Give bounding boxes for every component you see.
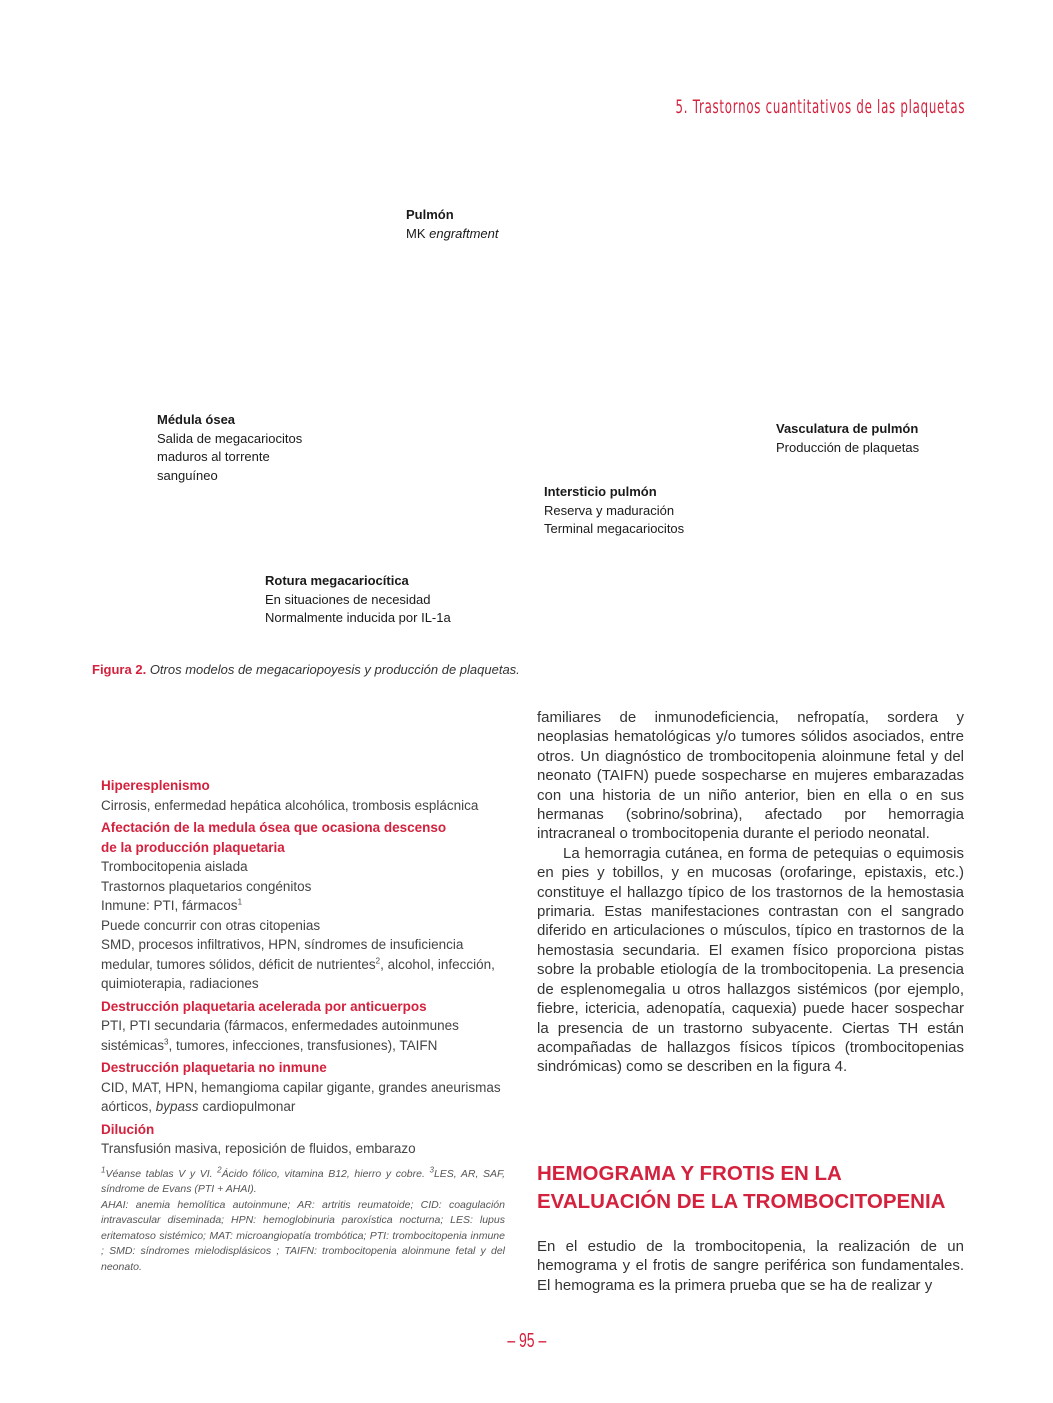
figure-label-medula-osea <box>157 411 302 485</box>
figure-label-line: Reserva y maduración <box>544 502 675 518</box>
category-item: SMD, procesos infiltrativos, HPN, síndromes de insuficiencia medular, tumores sólidos, déficit de nutrientes$^2$, alcohol, infección, quimioterapia, radiaciones <box>101 937 495 991</box>
figure-label-line: En situaciones de necesidad <box>265 591 431 607</box>
body-paragraph: En el estudio de la trombocitopenia, la realización de un hemograma y el frotis de sangre periférica son fundamentales. El hemograma es la primera prueba que se ha de realizar y <box>537 1238 964 1294</box>
category-item: Puede concurrir con otras citopenias <box>101 917 321 933</box>
figure-caption <box>92 662 520 677</box>
section-heading-line: HEMOGRAMA Y FROTIS EN LA <box>537 1162 842 1185</box>
figure-caption-text: Otros modelos de megacariopoyesis y producción de plaquetas. <box>149 662 520 677</box>
running-header: 5. Trastornos cuantitativos de las plaquetas <box>675 96 965 118</box>
category-title-line: Afectación de la medula ósea que ocasiona descenso <box>101 820 447 835</box>
figure-label-title: Rotura megacariocítica <box>265 573 409 588</box>
figure-label-title: Vasculatura de pulmón <box>776 421 919 436</box>
figure-label-line: MK engraftment <box>406 225 499 241</box>
category-title: Destrucción plaquetaria no inmune <box>101 1060 327 1075</box>
figure-label-title: Pulmón <box>406 207 454 222</box>
figure-label-line: Terminal megacariocitos <box>544 521 685 536</box>
figure-label-line: Normalmente inducida por IL-1a <box>265 610 451 625</box>
figure-label-title: Intersticio pulmón <box>544 484 657 499</box>
body-text-column <box>537 708 964 1077</box>
category-title <box>101 818 505 857</box>
figure-label-title: Médula ósea <box>157 412 236 427</box>
category-item: Trastornos plaquetarios congénitos <box>101 878 312 894</box>
category-item: Transfusión masiva, reposición de fluidos, embarazo <box>101 1141 416 1156</box>
category-item: Trombocitopenia aislada <box>101 859 248 874</box>
category-title: Dilución <box>101 1121 155 1137</box>
figure-caption-number: Figura 2. <box>92 662 147 677</box>
page-number-text: – 95 – <box>507 1330 546 1352</box>
category-item: Inmune: PTI, fármacos$^1$ <box>101 897 243 913</box>
section-heading-line: EVALUACIÓN DE LA TROMBOCITOPENIA <box>537 1190 946 1213</box>
page-number <box>0 1330 1053 1353</box>
figure-label-line: Producción de plaquetas <box>776 439 920 455</box>
category-title: Hiperesplenismo <box>101 778 210 793</box>
figure-label-intersticio <box>544 483 684 539</box>
footnote: $^1$Véanse tablas V y VI. $^2$Ácido fólico, vitamina B12, hierro y cobre. $^3$LES, AR, SAF, síndrome de Evans (PTI + AHAI). <box>101 1165 505 1195</box>
figure-label-line: maduros al torrente <box>157 449 270 464</box>
figure-label-vasculatura <box>776 420 919 457</box>
causes-box-footnotes <box>101 1167 505 1276</box>
category-item: CID, MAT, HPN, hemangioma capilar gigante, grandes aneurismas aórticos, bypass cardiopulmonar <box>101 1079 501 1114</box>
figure-label-pulmon <box>406 206 499 243</box>
causes-box <box>101 776 505 1275</box>
footnote: AHAI: anemia hemolítica autoinmune; AR: artritis reumatoide; CID: coagulación intravascular diseminada; HPN: hemoglobinuria paroxística nocturna; LES: lupus eritematoso sistémico; MAT: microangiopatía trombótica; PTI: trombocitopenia inmune ; SMD: síndromes mielodisplásicos ; TAIFN: trombocitopenia aloinmune fetal y del neonato. <box>101 1198 505 1273</box>
body-paragraph: familiares de inmunodeficiencia, nefropatía, sordera y neoplasias hematológicas y/o tumores sólidos asociados, entre otros. Un diagnóstico de trombocitopenia aloinmune fetal y del neonato (TAIFN) puede sospecharse en mujeres embarazadas con una historia de un niño anterior, bien en ella o en sus hermanas (sobrino/sobrina), afectado por hemorragia intracraneal o trombocitopenia durante el periodo neonatal. <box>537 709 964 843</box>
figure-label-rotura <box>265 572 451 628</box>
body-paragraph: La hemorragia cutánea, en forma de petequias o equimosis en pies y tobillos, y en mucosas (orofaringe, epistaxis, etc.) constituye el hallazgo típico de los trastornos de la hemostasia primaria. Estas manifestaciones contrastan con el sangrado diferido en articulaciones o músculos, típico en trastornos de la hemostasia secundaria. El examen físico proporciona pistas sobre la probable etiología de la trombocitopenia. La presencia de esplenomegalia u otros hallazgos sistémicos (por ejemplo, fiebre, ictericia, adenopatía, caquexia) puede hacer sospechar la presencia de un trastorno subyacente. Ciertas TH están acompañadas de hallazgos físicos típicos (trombocitopenias sindrómicas) como se describen en la figura 4. <box>537 844 964 1076</box>
section-heading <box>537 1160 967 1216</box>
figure-label-line: Salida de megacariocitos <box>157 430 303 446</box>
category-item: Cirrosis, enfermedad hepática alcohólica, trombosis esplácnica <box>101 797 479 813</box>
category-title: Destrucción plaquetaria acelerada por anticuerpos <box>101 998 427 1014</box>
category-title-line: de la producción plaquetaria <box>101 839 285 855</box>
category-item: PTI, PTI secundaria (fármacos, enfermedades autoinmunes sistémicas$^3$, tumores, infecciones, transfusiones), TAIFN <box>101 1018 459 1053</box>
body-text-column-lower <box>537 1237 964 1295</box>
figure-label-line: sanguíneo <box>157 467 218 483</box>
